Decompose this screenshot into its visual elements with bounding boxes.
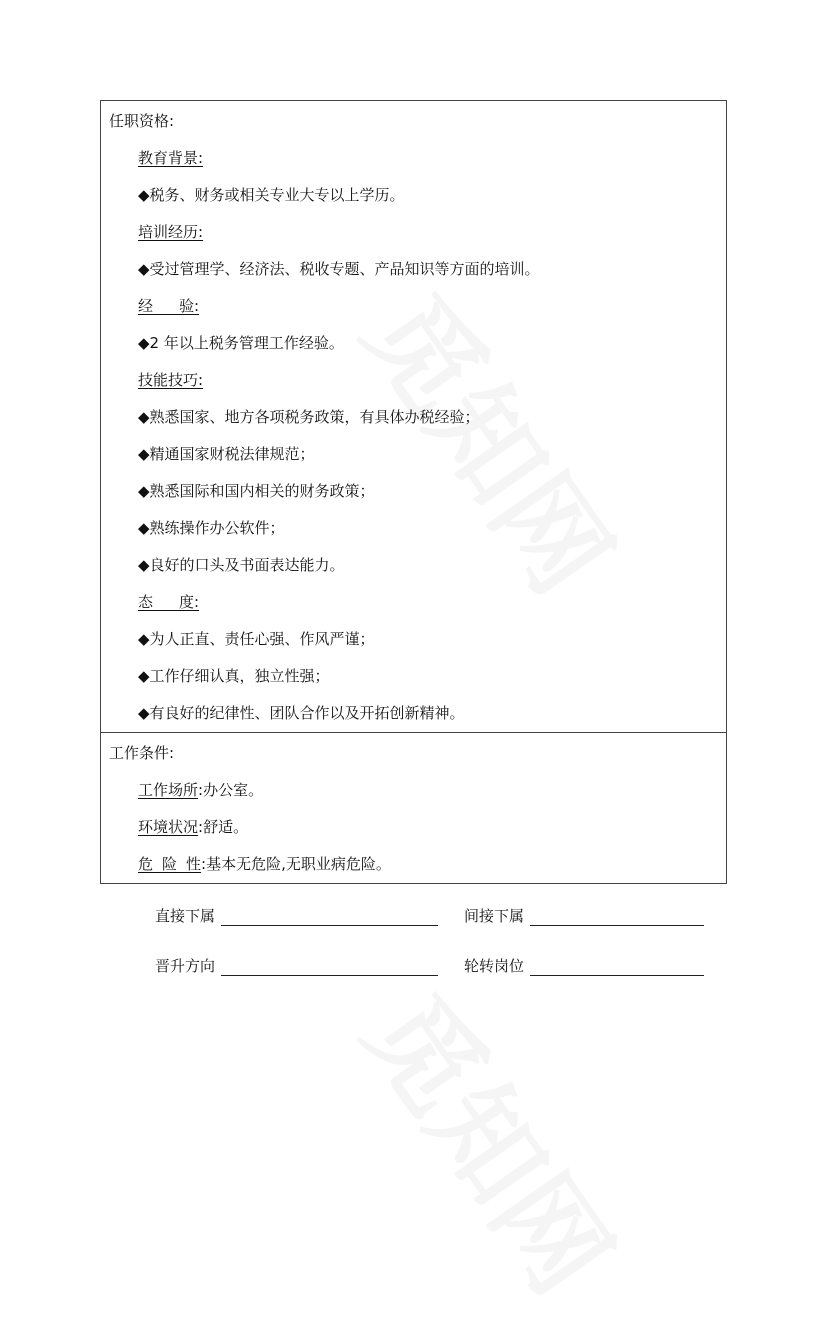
promotion-path-field[interactable] (221, 975, 438, 976)
watermark (336, 959, 655, 1319)
hazard-row (138, 854, 391, 874)
attitude-item: ◆为人正直、责任心强、作风严谨； (138, 630, 375, 648)
experience-label: 经验: (138, 297, 200, 315)
hazard-label: 危险性 (138, 855, 202, 873)
skills-item: ◆良好的口头及书面表达能力。 (138, 556, 345, 574)
skills-item: ◆熟悉国际和国内相关的财务政策； (138, 482, 375, 500)
workplace-label: 工作场所 (138, 781, 199, 799)
conditions-header: 工作条件: (109, 744, 175, 762)
experience-item: ◆2 年以上税务管理工作经验。 (138, 334, 344, 352)
attitude-label: 态度: (138, 593, 200, 611)
education-label: 教育背景: (138, 149, 204, 167)
conditions-section (100, 732, 727, 884)
direct-subordinate-field[interactable] (221, 925, 438, 926)
footer-row-career (0, 956, 830, 980)
footer-row-subordinates (0, 906, 830, 930)
attitude-item: ◆有良好的纪律性、团队合作以及开拓创新精神。 (138, 704, 465, 722)
direct-subordinate-label: 直接下属 (155, 907, 216, 925)
indirect-subordinate-field[interactable] (530, 925, 704, 926)
skills-item: ◆熟练操作办公软件； (138, 519, 285, 537)
attitude-item: ◆工作仔细认真，独立性强； (138, 667, 330, 685)
promotion-path-label: 晋升方向 (155, 957, 216, 975)
environment-row (138, 817, 248, 837)
rotation-position-field[interactable] (530, 975, 704, 976)
education-item: ◆税务、财务或相关专业大专以上学历。 (138, 186, 405, 204)
workplace-value: :办公室。 (198, 781, 264, 799)
qualifications-header: 任职资格: (109, 112, 175, 130)
skills-item: ◆精通国家财税法律规范； (138, 445, 315, 463)
skills-item: ◆熟悉国家、地方各项税务政策，有具体办税经验； (138, 408, 480, 426)
indirect-subordinate-label: 间接下属 (464, 907, 525, 925)
workplace-row (138, 780, 263, 800)
qualifications-section (100, 100, 727, 733)
skills-label: 技能技巧: (138, 371, 204, 389)
hazard-value: :基本无危险,无职业病危险。 (201, 855, 391, 873)
training-label: 培训经历: (138, 223, 204, 241)
environment-value: :舒适。 (198, 818, 249, 836)
environment-label: 环境状况 (138, 818, 199, 836)
rotation-position-label: 轮转岗位 (464, 957, 525, 975)
training-item: ◆受过管理学、经济法、税收专题、产品知识等方面的培训。 (138, 260, 540, 278)
